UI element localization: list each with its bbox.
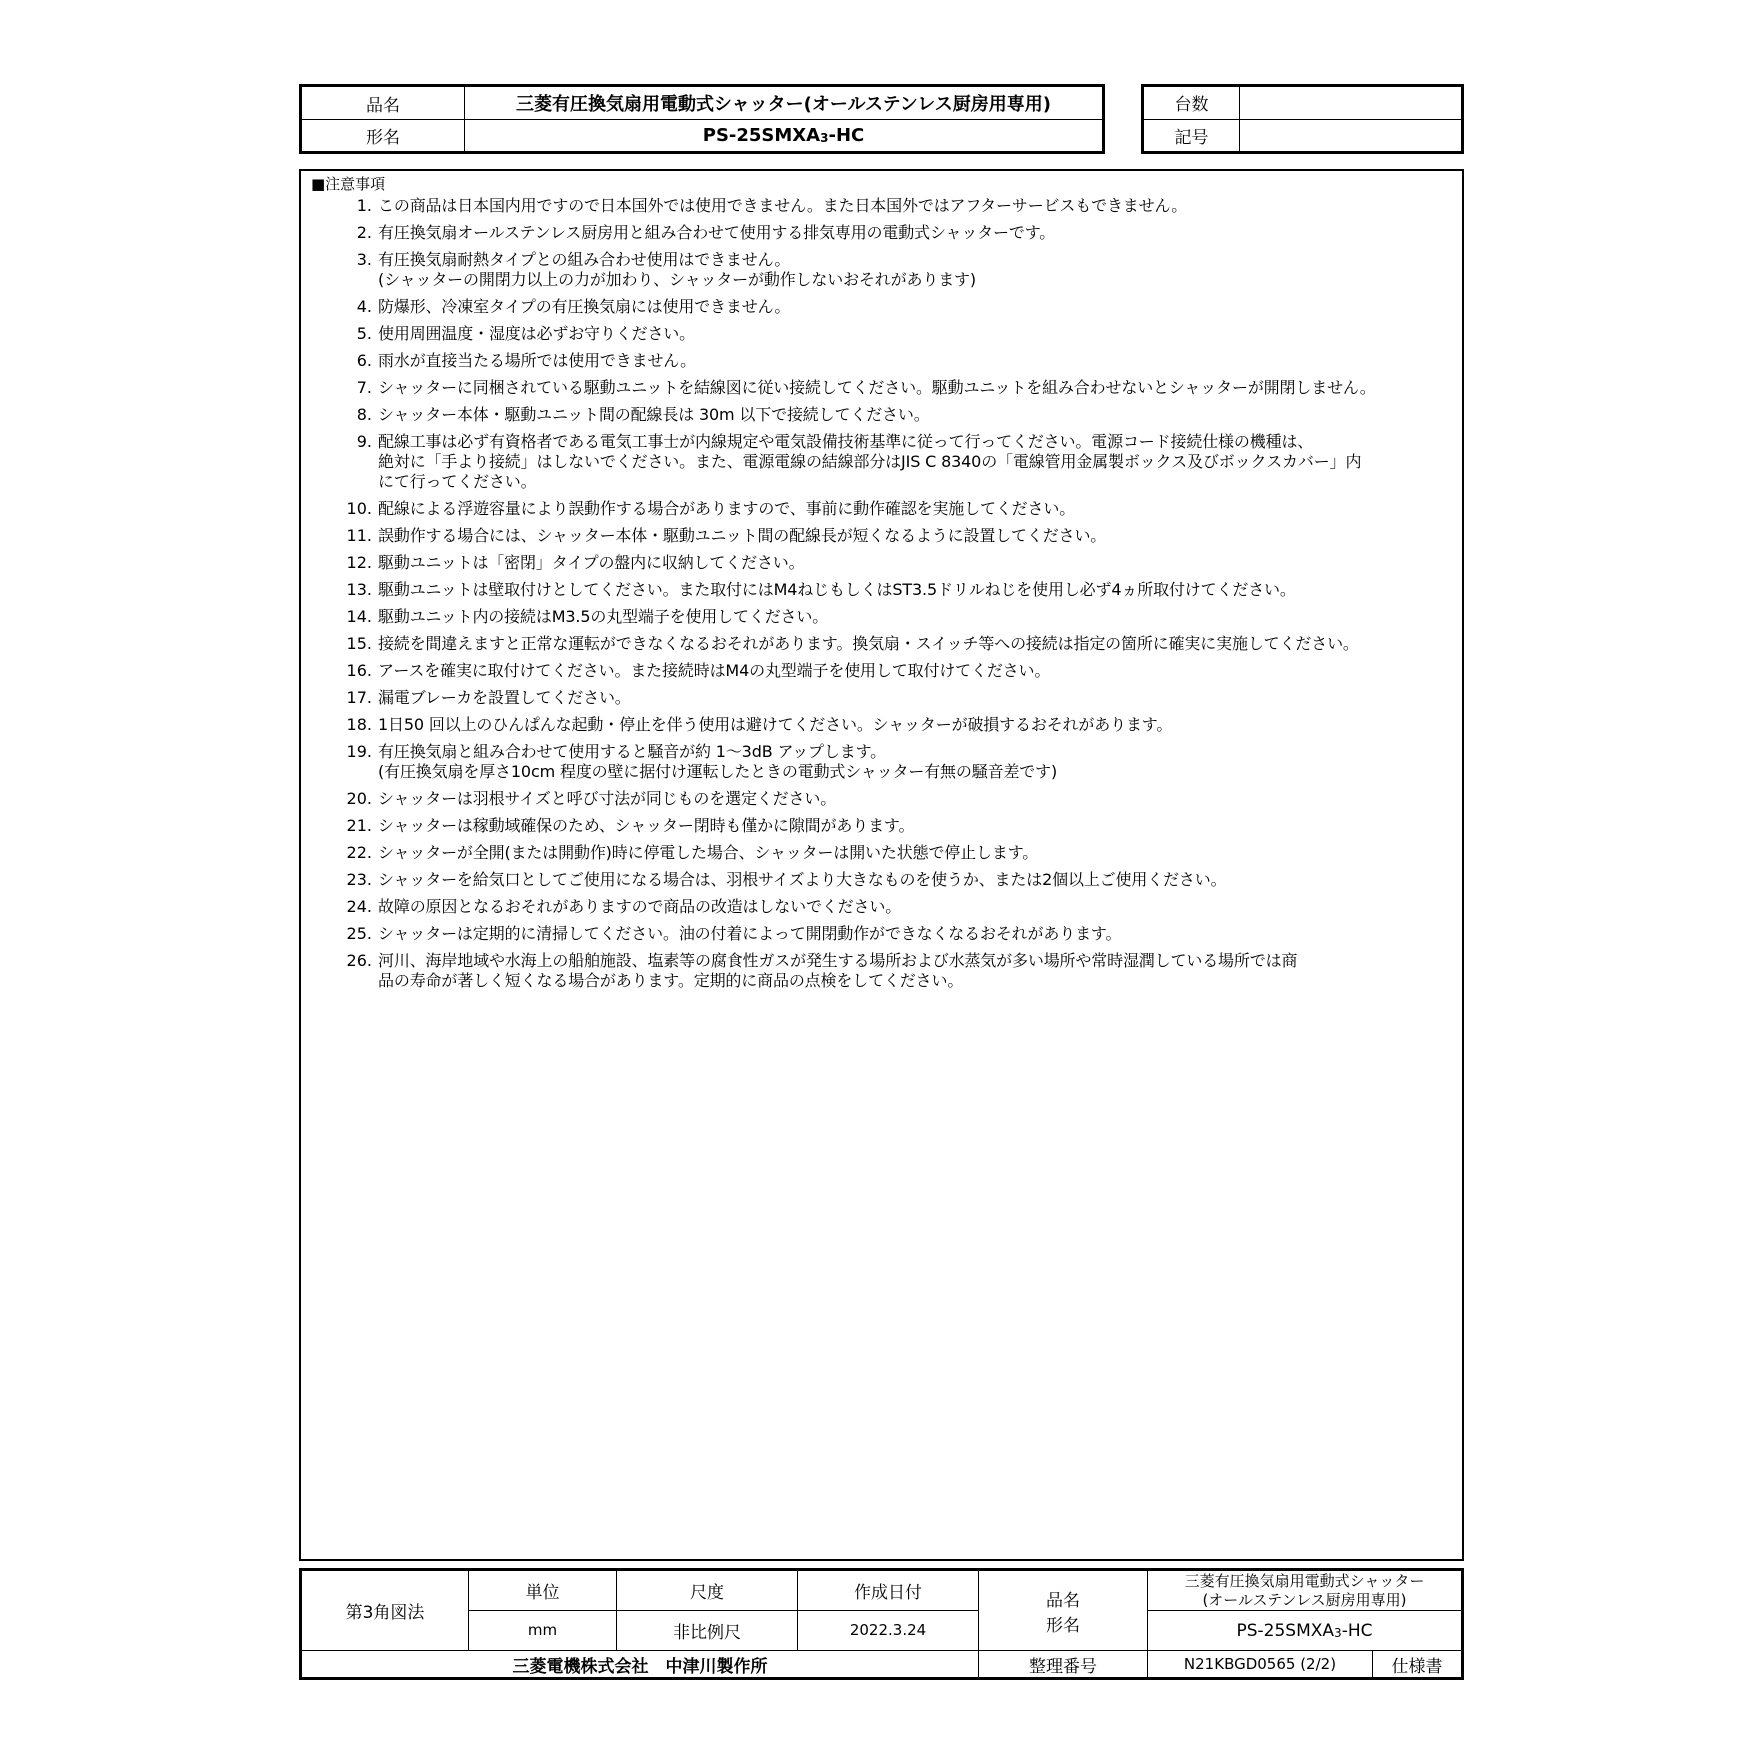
note-number: 6. (356, 351, 372, 370)
note-item (311, 324, 1452, 344)
company-name: 三菱電機株式会社 中津川製作所 (302, 1651, 979, 1678)
control-number-label: 整理番号 (979, 1651, 1148, 1678)
projection-method: 第3角図法 (302, 1571, 469, 1651)
note-text: 誤動作する場合には、シャッター本体・駆動ユニット間の配線長が短くなるように設置してください。 (378, 526, 1107, 545)
model-suffix: -HC (828, 125, 865, 147)
note-text: 河川、海岸地域や水海上の船舶施設、塩素等の腐食性ガスが発生する場所および水蒸気が多い場所や常時湿潤している場所では商 品の寿命が著しく短くなる場合があります。定期的に商品の点検をしてください。 (378, 951, 1298, 990)
footer-model-main: PS-25SMXA (1236, 1620, 1335, 1641)
model-main: PS-25SMXA (702, 125, 821, 147)
note-text: 1日50 回以上のひんぱんな起動・停止を伴う使用は避けてください。シャッターが破損するおそれがあります。 (378, 715, 1173, 734)
notes-list (311, 196, 1452, 991)
note-text: アースを確実に取付けてください。また接続時はM4の丸型端子を使用して取付けてください。 (378, 661, 1051, 680)
footer-model-sub: 3 (1334, 1625, 1342, 1640)
note-number: 12. (346, 553, 372, 572)
note-text: シャッター本体・駆動ユニット間の配線長は 30m 以下で接続してください。 (378, 405, 930, 424)
note-number: 9. (356, 432, 372, 451)
note-item (311, 688, 1452, 708)
note-text: シャッターが全開(または開動作)時に停電した場合、シャッターは開いた状態で停止します。 (378, 843, 1039, 862)
name-label: 品名 (1046, 1590, 1080, 1611)
note-number: 16. (346, 661, 372, 680)
note-number: 17. (346, 688, 372, 707)
footer-model-value (1148, 1611, 1462, 1651)
note-number: 8. (356, 405, 372, 424)
note-number: 10. (346, 499, 372, 518)
note-item (311, 715, 1452, 735)
note-text: 駆動ユニットは壁取付けとしてください。また取付にはM4ねじもしくはST3.5ドリルねじを使用し必ず4ヵ所取付けてください。 (378, 580, 1296, 599)
note-text: 駆動ユニット内の接続はM3.5の丸型端子を使用してください。 (378, 607, 829, 626)
note-text: 接続を間違えますと正常な運転ができなくなるおそれがあります。換気扇・スイッチ等への接続は指定の箇所に確実に実施してください。 (378, 634, 1359, 653)
note-number: 7. (356, 378, 372, 397)
note-item (311, 607, 1452, 627)
unit-label: 単位 (469, 1571, 617, 1611)
footer-title-block (299, 1568, 1464, 1680)
note-text: 故障の原因となるおそれがありますので商品の改造はしないでください。 (378, 897, 902, 916)
date-label: 作成日付 (798, 1571, 979, 1611)
note-number: 25. (346, 924, 372, 943)
symbol-label: 記号 (1144, 119, 1240, 152)
footer-product-name-line2: (オールステンレス厨房用専用) (1202, 1590, 1407, 1609)
note-item (311, 405, 1452, 425)
note-item (311, 378, 1452, 398)
notes-title: ■注意事項 (311, 175, 386, 193)
note-number: 21. (346, 816, 372, 835)
name-model-label (979, 1571, 1148, 1651)
footer-model-suffix: -HC (1341, 1620, 1373, 1641)
note-item (311, 661, 1452, 681)
note-item (311, 742, 1452, 782)
note-text: 防爆形、冷凍室タイプの有圧換気扇には使用できません。 (378, 297, 791, 316)
note-number: 14. (346, 607, 372, 626)
note-number: 4. (356, 297, 372, 316)
note-item (311, 432, 1452, 492)
model-sub: 3 (820, 131, 829, 146)
note-text: シャッターは稼動域確保のため、シャッター閉時も僅かに隙間があります。 (378, 816, 915, 835)
note-number: 5. (356, 324, 372, 343)
document-type: 仕様書 (1373, 1651, 1462, 1678)
note-text: シャッターを給気口としてご使用になる場合は、羽根サイズより大きなものを使うか、または2個以上ご使用ください。 (378, 870, 1227, 889)
note-number: 19. (346, 742, 372, 761)
header-product-table (299, 84, 1105, 154)
note-number: 13. (346, 580, 372, 599)
note-number: 18. (346, 715, 372, 734)
model-label-footer: 形名 (1046, 1615, 1080, 1636)
note-item (311, 580, 1452, 600)
scale-label: 尺度 (617, 1571, 798, 1611)
note-item (311, 196, 1452, 216)
product-name-value: 三菱有圧換気扇用電動式シャッター(オールステンレス厨房用専用) (465, 87, 1103, 120)
note-number: 1. (356, 196, 372, 215)
note-text: 配線による浮遊容量により誤動作する場合がありますので、事前に動作確認を実施してください。 (378, 499, 1076, 518)
note-text: シャッターは定期的に清掃してください。油の付着によって開閉動作ができなくなるおそれがあります。 (378, 924, 1122, 943)
note-text: 配線工事は必ず有資格者である電気工事士が内線規定や電気設備技術基準に従って行ってください。電源コード接続仕様の機種は、 絶対に「手より接続」はしないでください。また、電源電線の結線部分はJIS C 8340の「電線管用金属製ボックス及びボックスカバー」内 にて行ってください。 (378, 432, 1362, 491)
note-number: 24. (346, 897, 372, 916)
note-text: 駆動ユニットは「密閉」タイプの盤内に収納してください。 (378, 553, 805, 572)
note-number: 3. (356, 250, 372, 269)
note-text: 使用周囲温度・湿度は必ずお守りください。 (378, 324, 696, 343)
model-label: 形名 (302, 120, 465, 152)
date-value: 2022.3.24 (798, 1611, 979, 1651)
note-item (311, 526, 1452, 546)
note-number: 26. (346, 951, 372, 970)
note-item (311, 924, 1452, 944)
unit-value: mm (469, 1611, 617, 1651)
note-text: 有圧換気扇オールステンレス厨房用と組み合わせて使用する排気専用の電動式シャッターです。 (378, 223, 1056, 242)
note-item (311, 816, 1452, 836)
note-item (311, 553, 1452, 573)
note-number: 23. (346, 870, 372, 889)
note-number: 20. (346, 789, 372, 808)
quantity-label: 台数 (1144, 87, 1240, 120)
note-text: 有圧換気扇耐熱タイプとの組み合わせ使用はできません。 (シャッターの開閉力以上の力が加わり、シャッターが動作しないおそれがあります) (378, 250, 976, 289)
control-number-value: N21KBGD0565 (2/2) (1148, 1651, 1373, 1678)
note-text: 有圧換気扇と組み合わせて使用すると騒音が約 1～3dB アップします。 (有圧換気扇を厚さ10cm 程度の壁に据付け運転したときの電動式シャッター有無の騒音差です) (378, 742, 1058, 781)
note-item (311, 897, 1452, 917)
note-text: 雨水が直接当たる場所では使用できません。 (378, 351, 696, 370)
footer-product-name-line1: 三菱有圧換気扇用電動式シャッター (1184, 1571, 1425, 1590)
symbol-value (1240, 119, 1462, 152)
note-text: この商品は日本国内用ですので日本国外では使用できません。また日本国外ではアフターサービスもできません。 (378, 196, 1188, 215)
note-item (311, 351, 1452, 371)
note-number: 15. (346, 634, 372, 653)
scale-value: 非比例尺 (617, 1611, 798, 1651)
note-item (311, 250, 1452, 290)
note-text: 漏電ブレーカを設置してください。 (378, 688, 631, 707)
note-item (311, 789, 1452, 809)
note-number: 2. (356, 223, 372, 242)
note-item (311, 951, 1452, 991)
note-item (311, 634, 1452, 654)
note-text: シャッターに同梱されている駆動ユニットを結線図に従い接続してください。駆動ユニットを組み合わせないとシャッターが開閉しません。 (378, 378, 1376, 397)
note-item (311, 499, 1452, 519)
note-item (311, 870, 1452, 890)
notes-panel (299, 169, 1464, 1561)
note-number: 22. (346, 843, 372, 862)
note-text: シャッターは羽根サイズと呼び寸法が同じものを選定ください。 (378, 789, 837, 808)
product-name-label: 品名 (302, 87, 465, 120)
note-item (311, 843, 1452, 863)
note-item (311, 297, 1452, 317)
note-number: 11. (346, 526, 372, 545)
header-quantity-table (1141, 84, 1464, 154)
model-value (465, 120, 1103, 152)
quantity-value (1240, 87, 1462, 120)
note-item (311, 223, 1452, 243)
footer-product-name (1148, 1571, 1462, 1611)
